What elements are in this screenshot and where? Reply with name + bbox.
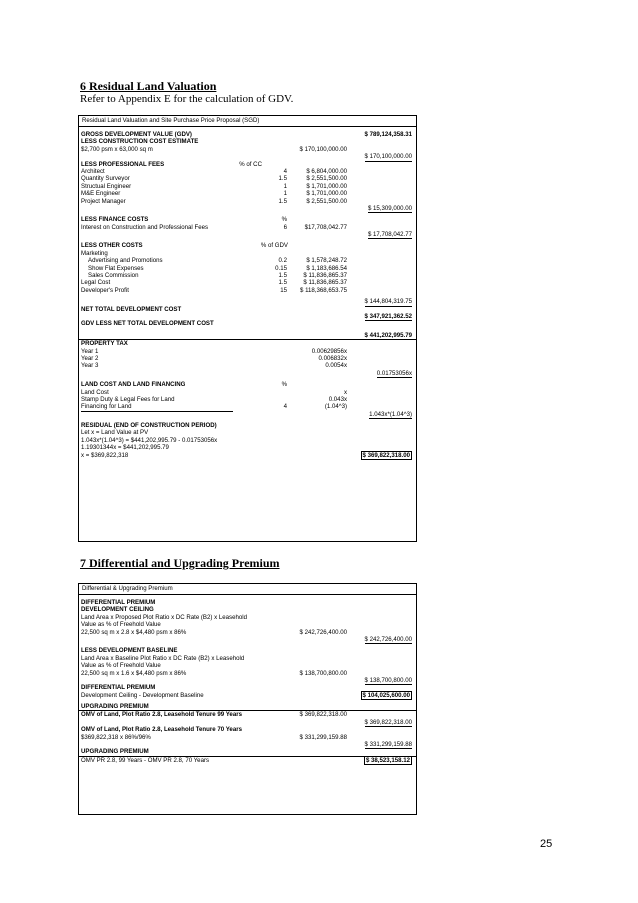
table-row [79, 599, 416, 606]
gdv-label: GROSS DEVELOPMENT VALUE (GDV) [81, 131, 192, 138]
table-row [79, 396, 416, 403]
pf-item-label: Quantity Surveyor [81, 175, 130, 183]
oc-marketing: Marketing [81, 249, 108, 257]
dc-label: DEVELOPMENT CEILING [81, 606, 154, 614]
table-row [79, 348, 416, 355]
lc-item-label: Financing for Land [81, 403, 233, 411]
table-row [79, 242, 416, 249]
pf-item-amount: $ 2,551,500.00 [306, 197, 347, 205]
pf-item-label: Project Manager [81, 197, 126, 205]
pt-label: PROPERTY TAX [81, 340, 128, 348]
pf-label: LESS PROFESSIONAL FEES [81, 160, 165, 168]
pf-item-amount: $ 2,551,500.00 [306, 175, 347, 183]
res-label: RESIDUAL (END OF CONSTRUCTION PERIOD) [81, 422, 217, 430]
table-row [79, 411, 416, 418]
oc-item-amount: $ 1,183,686.54 [306, 264, 347, 272]
up2-line: OMV PR 2.8, 99 Years - OMV PR 2.8, 70 Years [81, 756, 210, 764]
table-row [79, 250, 416, 257]
table-title: Differential & Upgrading Premium [79, 584, 416, 595]
pf-pct-header: % of CC [239, 160, 262, 168]
table-row [79, 161, 416, 168]
omv99-amount: $ 369,822,318.00 [299, 711, 347, 719]
oc-item-label: Advertising and Promotions [88, 257, 163, 265]
omv99-total: $ 369,822,318.00 [364, 718, 412, 726]
table-row [79, 320, 416, 327]
section-6-intro: Refer to Appendix E for the calculation of GDV. [80, 93, 294, 105]
pt-item-label: Year 1 [81, 347, 99, 355]
dc-amount: $ 242,726,400.00 [299, 628, 347, 636]
ntdc-total: $ 347,921,362.52 [364, 312, 412, 320]
residual-valuation-table [78, 115, 417, 542]
lc-item-pct: 4 [283, 403, 287, 411]
lc-item-amount: (1.04^3) [324, 403, 347, 411]
ldb-total: $ 138,700,800.00 [364, 676, 412, 684]
gdv-total: $ 789,124,358.31 [364, 131, 412, 138]
table-row [79, 131, 416, 138]
fc-line: Interest on Construction and Professional Fees [81, 223, 209, 231]
table-row [79, 190, 416, 197]
differential-upgrading-table [78, 583, 417, 815]
table-row [79, 422, 416, 429]
up-label: UPGRADING PREMIUM [81, 703, 149, 711]
pf-item-amount: $ 6,804,000.00 [306, 167, 347, 175]
table-row [79, 719, 416, 726]
table-row [79, 313, 416, 320]
table-row [79, 703, 416, 710]
table-row [79, 734, 416, 741]
table-row [79, 355, 416, 362]
dc-line: 22,500 sq m x 2.8 x $4,480 psm x 86% [81, 628, 187, 636]
lc-item-amount: x [343, 388, 347, 396]
dp2-line: Development Ceiling - Development Baseline [81, 691, 204, 699]
table-row [79, 231, 416, 238]
section-6-heading: 6 Residual Land Valuation [80, 79, 217, 93]
table-row [79, 726, 416, 733]
table-row [79, 636, 416, 643]
pf-item-label: Structual Engineer [81, 182, 132, 190]
gdvless-total: $ 441,202,995.79 [364, 331, 412, 339]
res-line: 1.19301344x = $441,202,995.79 [81, 444, 169, 452]
pt-item-label: Year 3 [81, 362, 99, 370]
table-row [79, 168, 416, 175]
table-row [79, 138, 416, 145]
res-line: Let x = Land Value at PV [81, 429, 149, 437]
omv99-label: OMV of Land, Plot Ratio 2.8, Leasehold Tenure 99 Years [81, 711, 242, 719]
table-row [79, 306, 416, 313]
table-row [79, 662, 416, 669]
table-row [79, 452, 416, 459]
lc-item-label: Stamp Duty & Legal Fees for Land [81, 395, 175, 403]
table-row [79, 403, 416, 410]
up2-total: $ 38,523,158.12 [365, 756, 410, 764]
pf-item-pct: 1 [283, 190, 287, 198]
table-row [79, 224, 416, 231]
omv70-amount: $ 331,299,159.88 [299, 733, 347, 741]
table-row [79, 183, 416, 190]
ldb-amount: $ 138,700,800.00 [299, 669, 347, 677]
table-row [79, 198, 416, 205]
table-row [79, 272, 416, 279]
table-row [79, 655, 416, 662]
table-row [79, 748, 416, 755]
lc-item-label: Land Cost [81, 388, 109, 396]
table-row [79, 265, 416, 272]
table-row [79, 287, 416, 294]
table-row [79, 389, 416, 396]
fc-label: LESS FINANCE COSTS [81, 216, 149, 224]
pf-item-pct: 1 [283, 182, 287, 190]
oc-item-amount: $ 1,578,248.72 [306, 257, 347, 265]
up2-label: UPGRADING PREMIUM [81, 748, 149, 756]
oc-item-label: Show Flat Expenses [88, 264, 144, 272]
table-row [79, 670, 416, 677]
oc-item-pct: 1.5 [278, 272, 287, 280]
table-row [79, 629, 416, 636]
table-row [79, 146, 416, 153]
oc-item-amount: $ 118,368,653.75 [300, 286, 347, 294]
table-row [79, 153, 416, 160]
oc-item-label: Developer's Profit [81, 286, 129, 294]
ldb-line: Value as % of Freehold Value [81, 662, 161, 670]
ldb-line: 22,500 sq m x 1.6 x $4,480 psm x 86% [81, 669, 187, 677]
fc-amount: $17,708,042.77 [304, 223, 347, 231]
page-number: 25 [540, 838, 553, 850]
table-row [79, 340, 416, 347]
table-row [79, 677, 416, 684]
lc-total: 1.043x*(1.04^3) [369, 410, 412, 418]
table-row [79, 216, 416, 223]
table-row [79, 279, 416, 286]
ldb-label: LESS DEVELOPMENT BASELINE [81, 647, 178, 655]
oc-item-label: Legal Cost [81, 279, 111, 287]
omv70-label: OMV of Land, Plot Ratio 2.8, Leasehold Tenure 70 Years [81, 726, 242, 734]
pf-item-pct: 1.5 [278, 197, 287, 205]
oc-item-pct: 0.2 [278, 257, 287, 265]
table-row [79, 257, 416, 264]
table-row [79, 370, 416, 377]
pt-item-amount: 0.006832x [318, 354, 347, 362]
dp-label: DIFFERENTIAL PREMIUM [81, 599, 156, 606]
table-row [79, 647, 416, 654]
table-row [79, 298, 416, 305]
oc-total: $ 144,804,319.75 [364, 298, 412, 306]
pf-item-pct: 4 [283, 167, 287, 175]
table-row [79, 332, 416, 339]
dc-line: Value as % of Freehold Value [81, 621, 161, 629]
fc-pct: 6 [283, 223, 287, 231]
table-row [79, 757, 416, 764]
table-row [79, 362, 416, 369]
omv70-line: $369,822,318 x 86%/96% [81, 733, 151, 741]
oc-item-label: Sales Commission [88, 272, 139, 280]
pf-item-pct: 1.5 [278, 175, 287, 183]
pt-item-amount: 0.0054x [325, 362, 347, 370]
fc-pct-header: % [281, 216, 287, 224]
lc-pct-header: % [281, 381, 287, 389]
table-row [79, 429, 416, 436]
res-total: $ 369,822,318.00 [362, 451, 410, 459]
fc-total: $ 17,708,042.77 [367, 231, 412, 239]
cc-label: LESS CONSTRUCTION COST ESTIMATE [81, 138, 199, 146]
table-row [79, 175, 416, 182]
oc-item-amount: $ 11,836,865.37 [303, 279, 347, 287]
pf-item-label: Architect [81, 167, 105, 175]
ldb-line: Land Area x Baseline Plot Ratio x DC Rate (B2) x Leasehold [81, 654, 245, 662]
table-row [79, 205, 416, 212]
cc-amount: $ 170,100,000.00 [299, 145, 347, 153]
pf-item-amount: $ 1,701,000.00 [306, 190, 347, 198]
ntdc-label: NET TOTAL DEVELOPMENT COST [81, 305, 182, 313]
lc-label: LAND COST AND LAND FINANCING [81, 381, 186, 389]
table-row [79, 437, 416, 444]
omv70-total: $ 331,299,159.88 [364, 741, 412, 749]
cc-line: $2,700 psm x 63,000 sq m [81, 145, 153, 153]
oc-item-pct: 1.5 [278, 279, 287, 287]
pf-total: $ 15,309,000.00 [367, 204, 412, 212]
pt-item-amount: 0.00629856x [311, 347, 347, 355]
pf-item-amount: $ 1,701,000.00 [306, 182, 347, 190]
oc-label: LESS OTHER COSTS [81, 242, 143, 250]
dc-line: Land Area x Proposed Plot Ratio x DC Rate (B2) x Leasehold [81, 613, 247, 621]
section-7-heading: 7 Differential and Upgrading Premium [80, 556, 280, 570]
table-row [79, 606, 416, 613]
table-row [79, 621, 416, 628]
table-title: Residual Land Valuation and Site Purchase Price Proposal (SGD) [79, 116, 416, 127]
gdvless-label: GDV LESS NET TOTAL DEVELOPMENT COST [81, 320, 214, 328]
oc-item-pct: 15 [280, 286, 287, 294]
table-row [79, 692, 416, 699]
table-row [79, 614, 416, 621]
dc-total: $ 242,726,400.00 [364, 635, 412, 643]
dp2-total: $ 104,025,600.00 [362, 691, 410, 699]
cc-total: $ 170,100,000.00 [364, 153, 412, 161]
table-row [79, 381, 416, 388]
pt-item-label: Year 2 [81, 354, 99, 362]
pf-item-label: M&E Engineer [81, 190, 121, 198]
res-line: x = $369,822,318 [81, 451, 129, 459]
pt-total: 0.01753056x [376, 369, 412, 377]
table-row [79, 741, 416, 748]
oc-pct-header: % of GDV [260, 242, 288, 250]
table-row [79, 711, 416, 718]
res-line: 1.043x*(1.04^3) = $441,202,995.79 - 0.01753056x [81, 436, 218, 444]
oc-item-pct: 0.15 [275, 264, 287, 272]
oc-item-amount: $ 11,836,865.37 [303, 272, 347, 280]
dp2-label: DIFFERENTIAL PREMIUM [81, 684, 156, 692]
lc-item-amount: 0.043x [328, 395, 347, 403]
